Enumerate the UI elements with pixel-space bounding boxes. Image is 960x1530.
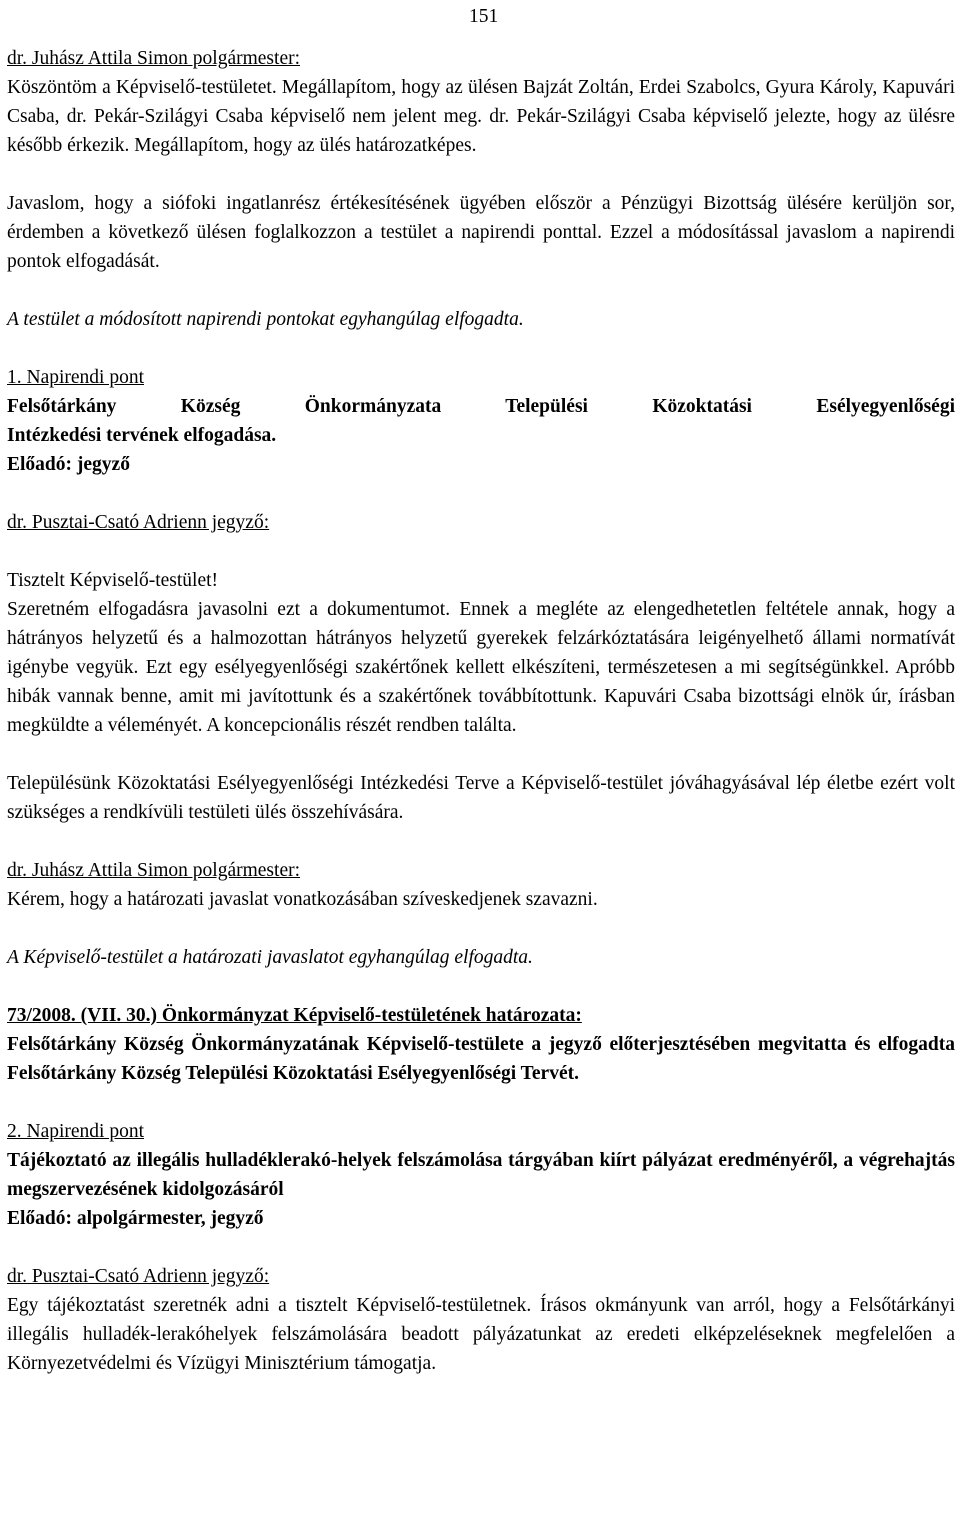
spacer xyxy=(7,537,955,566)
agenda-proposal-paragraph: Javaslom, hogy a siófoki ingatlanrész értékesítésének ügyében először a Pénzügyi Bizottság ülésére kerüljön sor, érdemben a következő ülésen foglalkozzon a testület a napirendi ponttal. Ezzel a módosítással javaslom a napirendi pontok elfogadását. xyxy=(7,193,955,272)
speaker-notary-2: dr. Pusztai-Csató Adrienn jegyző: xyxy=(7,1266,270,1287)
vote-request: Kérem, hogy a határozati javaslat vonatkozásában szíveskedjenek szavazni. xyxy=(7,889,598,910)
resolution-text: Felsőtárkány Község Önkormányzatának Képviselő-testülete a jegyző előterjesztésében megvitatta és elfogadta Felsőtárkány Község Települési Közoktatási Esélyegyenlőségi Tervét. xyxy=(7,1034,955,1084)
resolution-heading: 73/2008. (VII. 30.) Önkormányzat Képviselő-testületének határozata: xyxy=(7,1005,582,1026)
agenda-item-2-title: Tájékoztató az illegális hulladéklerakó-helyek felszámolása tárgyában kiírt pályázat eredményéről, a végrehajtás megszervezésének kidolgozásáról xyxy=(7,1150,955,1200)
notary-greeting: Tisztelt Képviselő-testület! xyxy=(7,570,219,591)
agenda-item-2-presenter: Előadó: alpolgármester, jegyző xyxy=(7,1208,264,1229)
speaker-mayor: dr. Juhász Attila Simon polgármester: xyxy=(7,48,301,69)
spacer xyxy=(7,334,955,363)
notary-paragraph-2: Településünk Közoktatási Esélyegyenlőségi Intézkedési Terve a Képviselő-testület jóváhagyásával lép életbe ezért volt szükséges a rendkívüli testületi ülés összehívására. xyxy=(7,773,955,823)
speaker-mayor-2: dr. Juhász Attila Simon polgármester: xyxy=(7,860,301,881)
agenda-vote-result: A testület a módosított napirendi pontokat egyhangúlag elfogadta. xyxy=(7,309,524,330)
notary-paragraph: Szeretném elfogadásra javasolni ezt a dokumentumot. Ennek a megléte az elengedhetetlen feltétele annak, hogy a hátrányos helyzetű és a halmozottan hátrányos helyzetű gyerekek felzárkóztatására leigényelhető állami normatívát igénybe vegyük. Ezt egy esélyegyenlőségi szakértőnek kellett elkészíteni, természetesen a mi segítségünkkel. Apróbb hibák vannak benne, amit mi javítottunk és a szakértőnek továbbítottunk. Kapuvári Csaba bizottsági elnök úr, írásban megküldte a véleményét. A koncepcionális részét rendben találta. xyxy=(7,599,955,736)
agenda-item-1-presenter: Előadó: jegyző xyxy=(7,454,130,475)
spacer xyxy=(7,160,955,189)
spacer xyxy=(7,276,955,305)
spacer xyxy=(7,914,955,943)
page-number: 151 xyxy=(469,6,499,27)
opening-paragraph: Köszöntöm a Képviselő-testületet. Megállapítom, hogy az ülésen Bajzát Zoltán, Erdei Szabolcs, Gyura Károly, Kapuvári Csaba, dr. Pekár-Szilágyi Csaba képviselő nem jelent meg. dr. Pekár-Szilágyi Csaba képviselő jelezte, hogy az ülésre később érkezik. Megállapítom, hogy az ülés határozatképes. xyxy=(7,77,955,156)
spacer xyxy=(7,740,955,769)
agenda-item-1-title-line2: Intézkedési tervének elfogadása. xyxy=(7,425,277,446)
resolution-vote-result: A Képviselő-testület a határozati javaslatot egyhangúlag elfogadta. xyxy=(7,947,533,968)
notary-info-paragraph: Egy tájékoztatást szeretnék adni a tisztelt Képviselő-testületnek. Írásos okmányunk van arról, hogy a Felsőtárkányi illegális hulladék-lerakóhelyek felszámolására beadott pályázatunkat az eredeti elképzeléseknek megfelelően a Környezetvédelmi és Vízügyi Minisztérium támogatja. xyxy=(7,1295,955,1374)
speaker-notary: dr. Pusztai-Csató Adrienn jegyző: xyxy=(7,512,270,533)
spacer xyxy=(7,827,955,856)
spacer xyxy=(7,972,955,1001)
page-content xyxy=(7,44,955,1378)
spacer xyxy=(7,1233,955,1262)
agenda-item-2-heading: 2. Napirendi pont xyxy=(7,1121,145,1142)
spacer xyxy=(7,479,955,508)
spacer xyxy=(7,1088,955,1117)
agenda-item-1-heading: 1. Napirendi pont xyxy=(7,367,145,388)
agenda-item-1-title-line1: Felsőtárkány Község Önkormányzata Települési Közoktatási Esélyegyenlőségi xyxy=(7,396,955,417)
